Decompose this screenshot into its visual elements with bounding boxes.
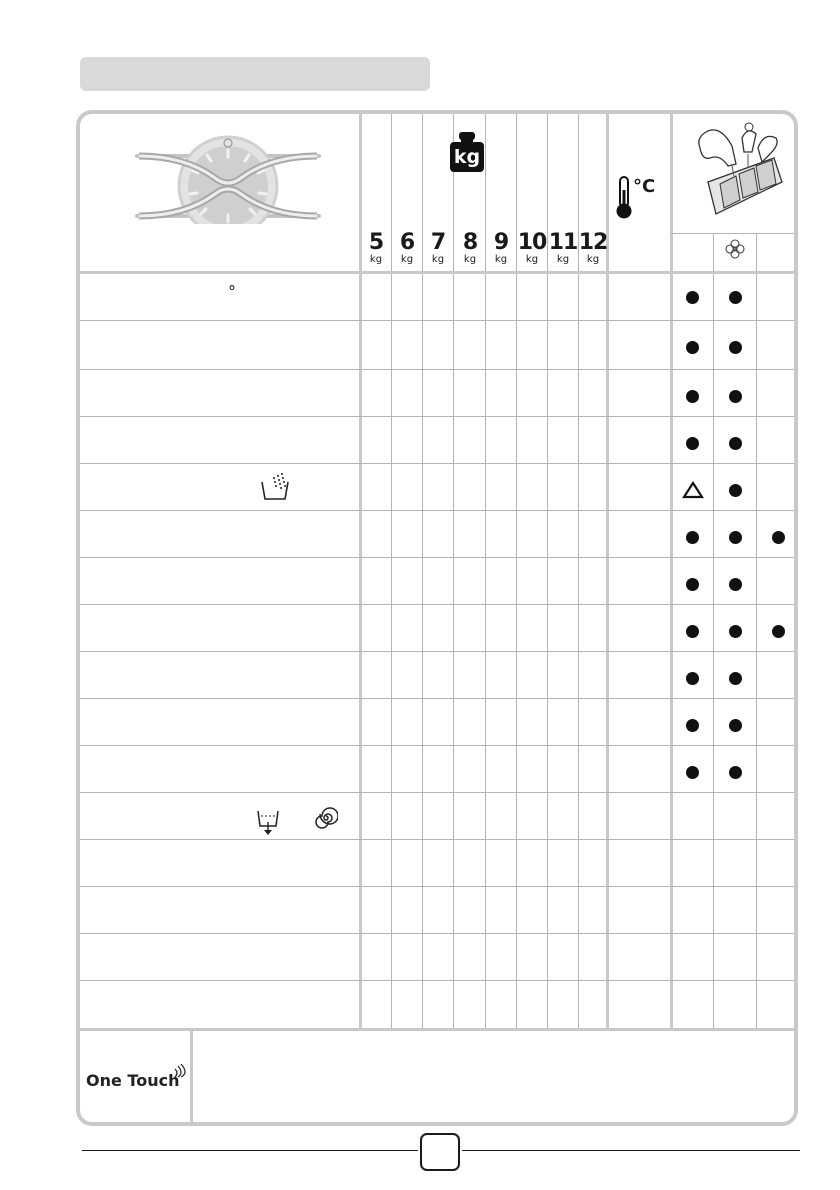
detergent-marker-dot <box>772 625 785 638</box>
load-12kg: 12 kg <box>578 230 608 265</box>
detergent-marker-dot <box>772 531 785 544</box>
detergent-marker-dot <box>686 531 699 544</box>
one-touch-col-divider <box>190 1030 193 1122</box>
row-divider <box>80 980 794 981</box>
row-divider <box>80 557 794 558</box>
detergent-marker-dot <box>729 341 742 354</box>
row-divider <box>80 745 794 746</box>
load-7kg: 7 kg <box>430 230 446 265</box>
row-divider <box>80 463 794 464</box>
section-title-bar <box>80 57 430 91</box>
detergent-subheader-divider <box>670 233 794 234</box>
row-divider <box>80 698 794 699</box>
detergent-marker-dot <box>729 291 742 304</box>
footer-rule-right <box>462 1150 800 1151</box>
detergent-marker-dot <box>729 390 742 403</box>
detergent-marker-dot <box>686 578 699 591</box>
footer-rule-left <box>82 1150 418 1151</box>
detergent-marker-dot <box>729 531 742 544</box>
detergent-marker-dot <box>729 578 742 591</box>
load-8kg: 8 kg <box>462 230 478 265</box>
detergent-marker-dot <box>686 625 699 638</box>
row-divider <box>80 839 794 840</box>
spin-icon <box>314 806 338 830</box>
col-divider <box>756 233 757 1031</box>
row-divider <box>80 369 794 370</box>
row-divider <box>80 886 794 887</box>
load-5kg: 5 kg <box>368 230 384 265</box>
detergent-marker-dot <box>686 341 699 354</box>
detergent-marker-dot <box>729 484 742 497</box>
row-divider <box>80 604 794 605</box>
one-touch-divider <box>80 1028 794 1031</box>
detergent-marker-dot <box>729 672 742 685</box>
col-divider-detergent <box>670 114 673 1031</box>
detergent-marker-dot <box>686 291 699 304</box>
page-number-box <box>420 1133 460 1171</box>
col-divider <box>713 233 714 1031</box>
drain-icon <box>256 808 280 836</box>
load-6kg: 6 kg <box>399 230 415 265</box>
row-divider <box>80 933 794 934</box>
col-divider <box>453 114 454 1031</box>
row-divider <box>80 320 794 321</box>
thermometer-icon <box>616 176 632 220</box>
row-divider <box>80 792 794 793</box>
row-divider <box>80 416 794 417</box>
detergent-marker-dot <box>729 719 742 732</box>
detergent-marker-dot <box>729 437 742 450</box>
programme-table <box>76 110 798 1126</box>
load-11kg: 11 kg <box>548 230 578 265</box>
detergent-marker-dot <box>729 625 742 638</box>
degree-symbol: ° <box>228 282 236 301</box>
detergent-marker-dot <box>686 390 699 403</box>
detergent-marker-dot <box>686 719 699 732</box>
detergent-marker-dot <box>686 766 699 779</box>
wifi-icon <box>174 1064 188 1078</box>
prewash-icon <box>260 472 292 502</box>
detergent-marker-dot <box>686 437 699 450</box>
program-dial-icon <box>135 132 321 224</box>
load-9kg: 9 kg <box>493 230 509 265</box>
detergent-drawer-icon <box>692 118 788 228</box>
header-divider <box>80 271 794 274</box>
temperature-label: °C <box>633 176 656 197</box>
weight-icon-label: kg <box>453 146 481 168</box>
one-touch-label: One Touch <box>86 1071 180 1090</box>
detergent-marker-dot <box>729 766 742 779</box>
row-divider <box>80 510 794 511</box>
flower-icon <box>725 239 745 259</box>
detergent-marker-dot <box>686 672 699 685</box>
load-10kg: 10 kg <box>517 230 547 265</box>
row-divider <box>80 651 794 652</box>
